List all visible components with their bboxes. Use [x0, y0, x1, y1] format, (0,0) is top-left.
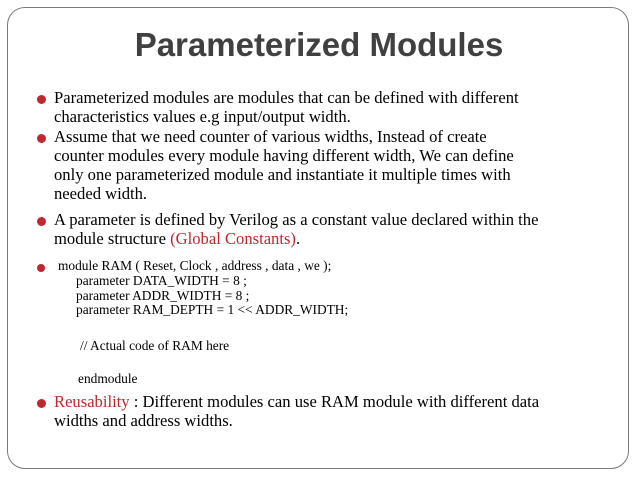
bullet-marker — [37, 95, 46, 104]
bullet-marker — [37, 264, 45, 272]
code-block — [58, 259, 618, 318]
bullet-marker — [37, 134, 46, 143]
reusability-highlight: Reusability — [54, 392, 130, 411]
global-constants-highlight: (Global Constants) — [170, 228, 296, 248]
bullet-3-suffix: . — [295, 228, 301, 248]
code-line-module: module RAM ( Reset, Clock , address , data , we ); — [58, 258, 332, 273]
bullet-1-line-2: characteristics values e.g input/output width. — [54, 106, 351, 126]
code-line-addr-width: parameter ADDR_WIDTH = 8 ; — [76, 287, 250, 303]
bullet-3-prefix: module structure — [54, 228, 171, 248]
bullet-5-suffix: : Different modules can use RAM module with different data — [129, 392, 540, 411]
bullet-3-line-1: A parameter is defined by Verilog as a constant value declared within the — [54, 210, 539, 229]
code-endmodule: endmodule — [78, 371, 138, 386]
bullet-3-text — [54, 211, 614, 249]
bullet-marker — [37, 399, 46, 408]
bullet-2-line-4: needed width. — [54, 183, 148, 203]
bullet-5-line-2: widths and address widths. — [54, 410, 233, 430]
code-line-data-width: parameter DATA_WIDTH = 8 ; — [76, 272, 247, 288]
bullet-marker — [37, 217, 46, 226]
bullet-5-text — [54, 393, 614, 431]
bullet-1-line-1: Parameterized modules are modules that can be defined with different — [54, 88, 519, 107]
bullet-2-text — [54, 128, 614, 204]
slide-title: Parameterized Modules — [134, 26, 504, 63]
bullet-2-line-1: Assume that we need counter of various widths, Instead of create — [54, 127, 487, 146]
bullet-3-line-2 — [54, 230, 614, 249]
bullet-1-text — [54, 89, 614, 127]
code-comment: // Actual code of RAM here — [80, 338, 230, 353]
bullet-5-line-1 — [54, 393, 614, 412]
code-line-ram-depth: parameter RAM_DEPTH = 1 << ADDR_WIDTH; — [76, 302, 349, 318]
bullet-2-line-3: only one parameterized module and instantiate it multiple times with — [54, 164, 511, 184]
bullet-2-line-2: counter modules every module having different width, We can define — [54, 145, 514, 165]
